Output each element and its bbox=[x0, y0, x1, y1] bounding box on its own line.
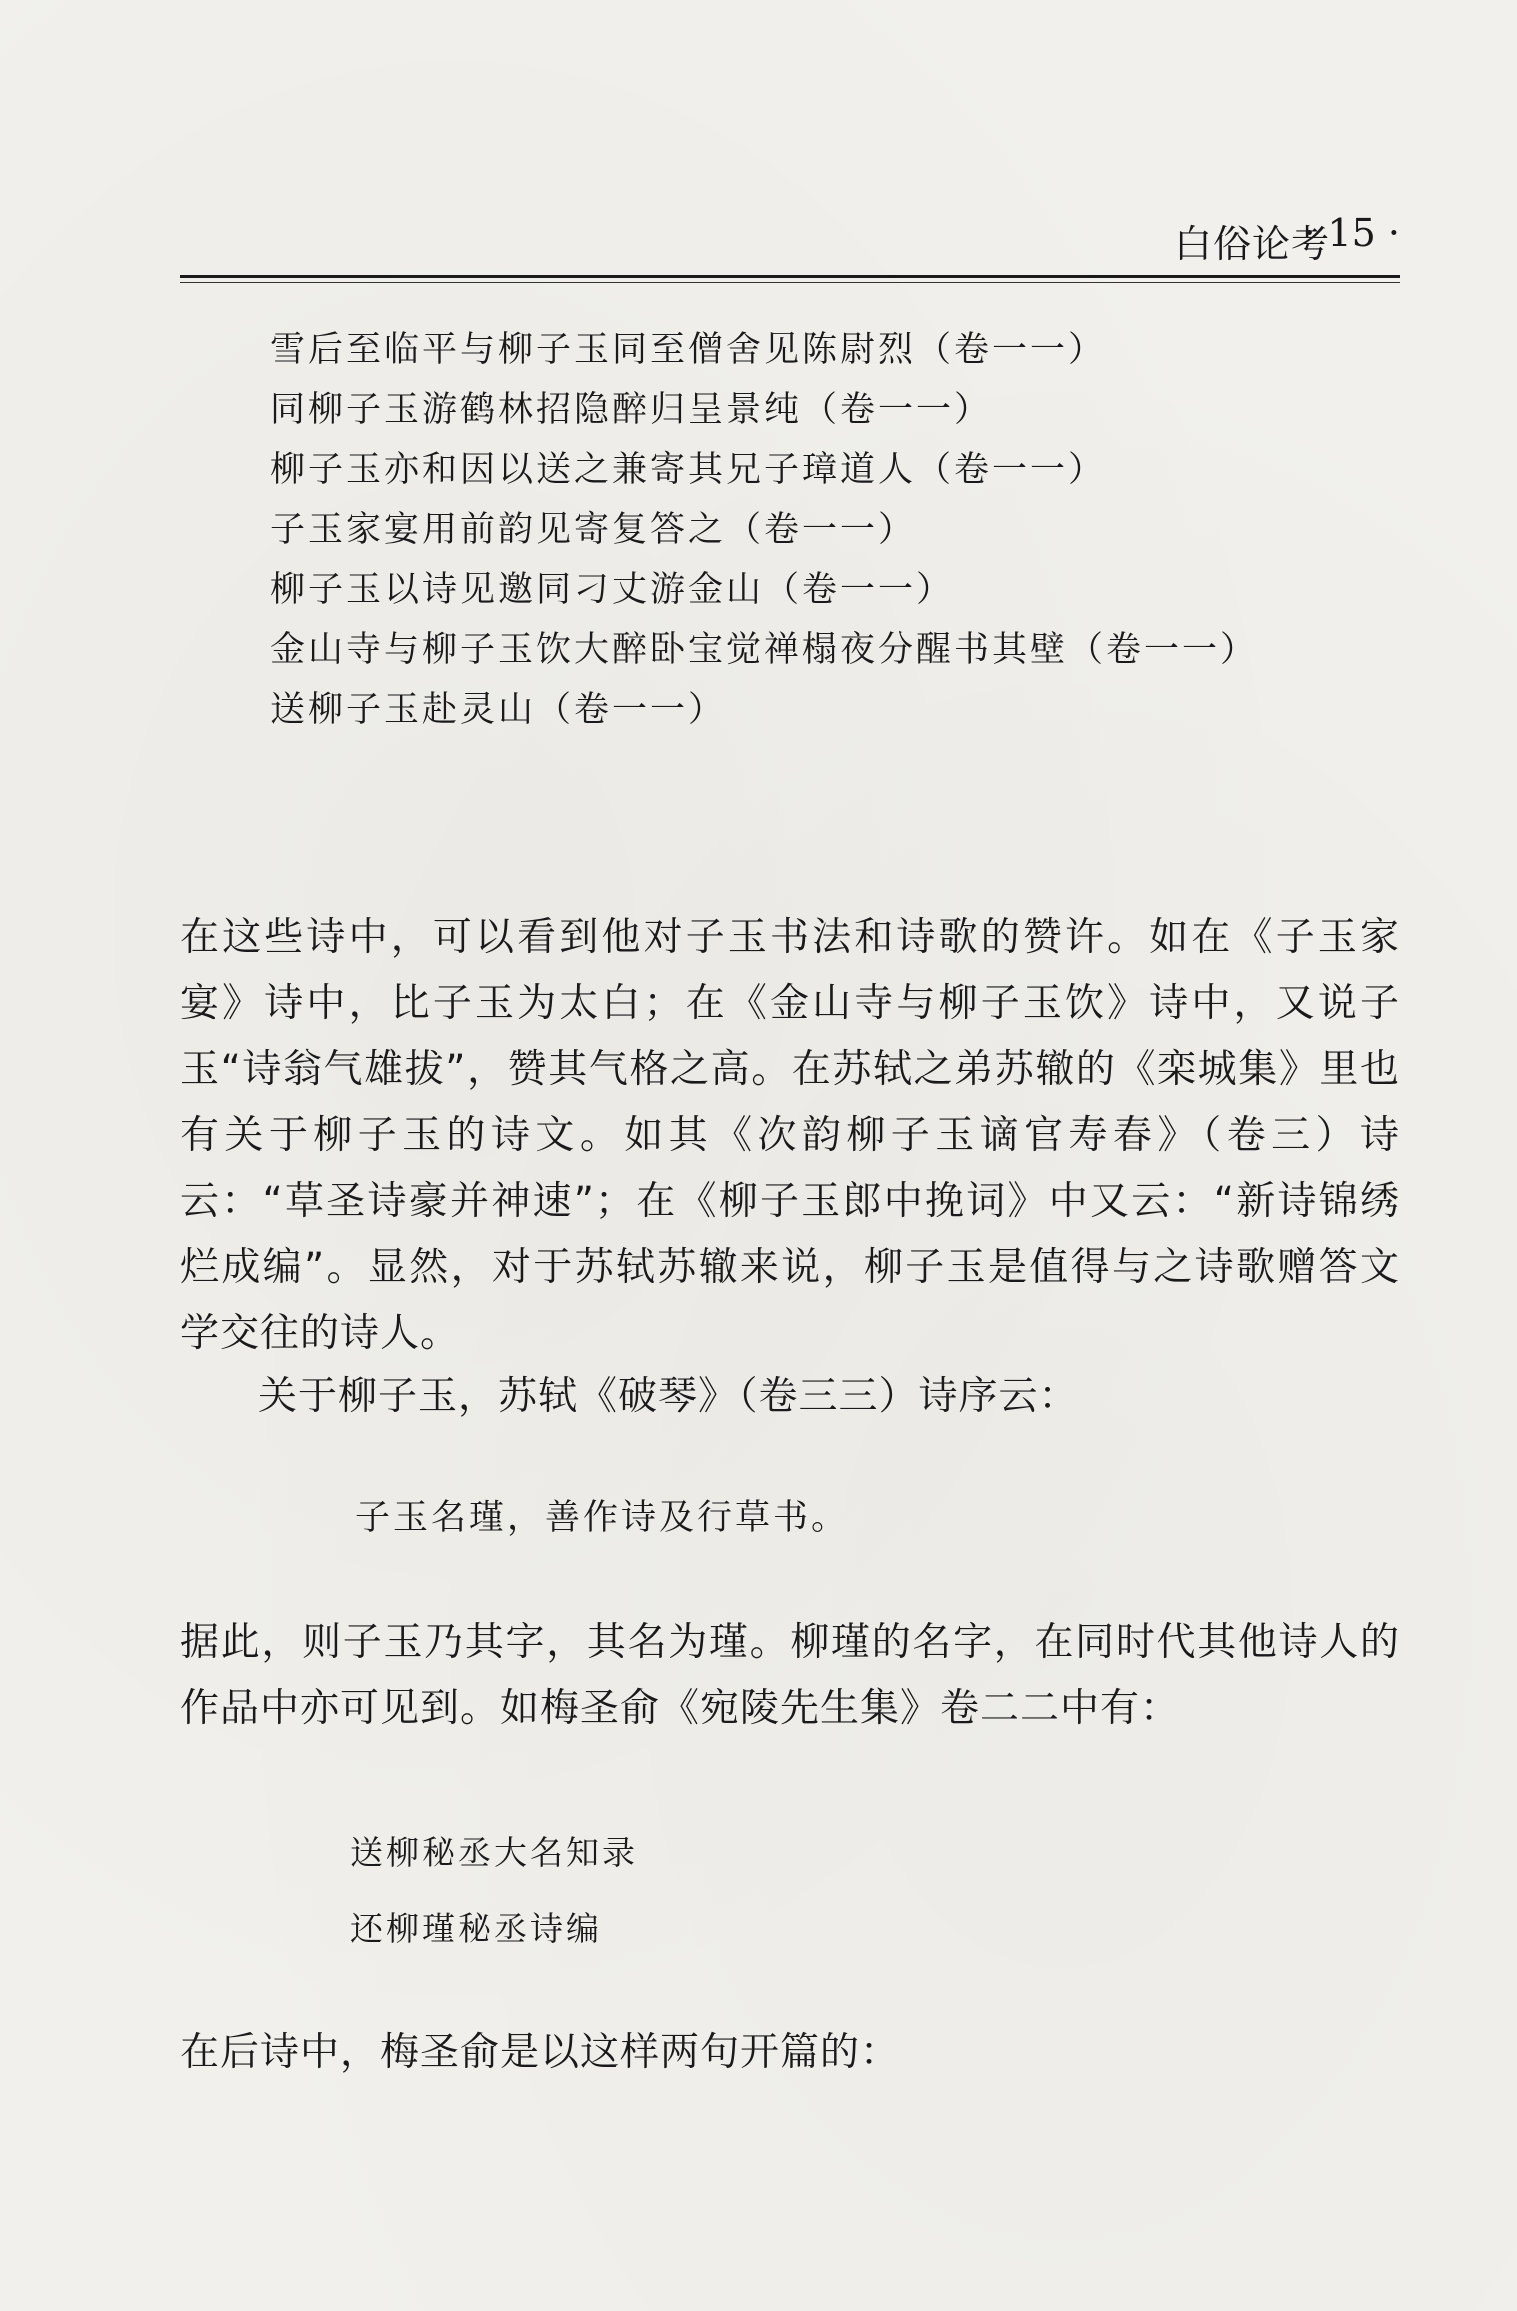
poem-title-list bbox=[270, 320, 1400, 740]
poem-title-list-2 bbox=[350, 1815, 638, 1967]
body-paragraph: 据此，则子玉乃其字，其名为瑾。柳瑾的名字，在同时代其他诗人的作品中亦可见到。如梅圣俞《宛陵先生集》卷二二中有： bbox=[180, 1620, 1400, 1731]
poem-title: 同柳子玉游鹤林招隐醉归呈景纯（卷一一） bbox=[270, 390, 993, 430]
page-header bbox=[180, 205, 1400, 265]
poem-title: 子玉家宴用前韵见寄复答之（卷一一） bbox=[270, 510, 917, 550]
body-paragraph: 在后诗中，梅圣俞是以这样两句开篇的： bbox=[180, 2030, 901, 2075]
block-quote: 子玉名瑾，善作诗及行草书。 bbox=[355, 1498, 850, 1538]
body-paragraph: 关于柳子玉，苏轼《破琴》（卷三三）诗序云： bbox=[258, 1374, 1079, 1419]
poem-title: 柳子玉亦和因以送之兼寄其兄子璋道人（卷一一） bbox=[270, 450, 1107, 490]
poem-title: 送柳秘丞大名知录 bbox=[350, 1833, 638, 1872]
running-head: 白俗论考 bbox=[1173, 222, 1330, 266]
header-rule bbox=[180, 275, 1400, 278]
header-rule-thin bbox=[180, 282, 1400, 283]
poem-title: 柳子玉以诗见邀同刁丈游金山（卷一一） bbox=[270, 570, 955, 610]
poem-title: 还柳瑾秘丞诗编 bbox=[350, 1909, 602, 1948]
page-number: · 15 · bbox=[1303, 211, 1400, 255]
body-paragraph: 在这些诗中，可以看到他对子玉书法和诗歌的赞许。如在《子玉家宴》诗中，比子玉为太白；在《金山寺与柳子玉饮》诗中，又说子玉“诗翁气雄拔”，赞其气格之高。在苏轼之弟苏辙的《栾城集》里也有关于柳子玉的诗文。如其《次韵柳子玉谪官寿春》（卷三）诗云：“草圣诗豪并神速”；在《柳子玉郎中挽词》中又云：“新诗锦绣烂成编”。显然，对于苏轼苏辙来说，柳子玉是值得与之诗歌赠答文学交往的诗人。 bbox=[180, 915, 1400, 1356]
poem-title: 金山寺与柳子玉饮大醉卧宝觉禅榻夜分醒书其壁（卷一一） bbox=[270, 630, 1259, 670]
poem-title: 雪后至临平与柳子玉同至僧舍见陈尉烈（卷一一） bbox=[270, 330, 1107, 370]
poem-title: 送柳子玉赴灵山（卷一一） bbox=[270, 690, 727, 730]
